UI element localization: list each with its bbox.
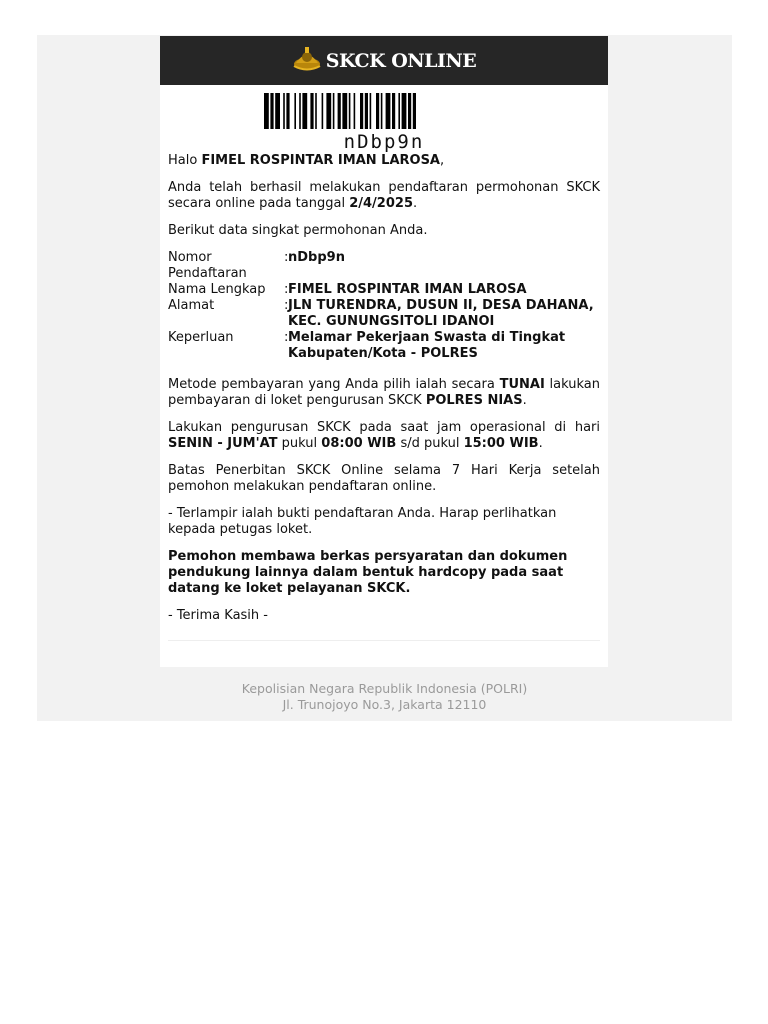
opening-time: 08:00 WIB (321, 436, 397, 451)
registration-date: 2/4/2025 (349, 196, 413, 211)
greeting-line (168, 153, 600, 169)
applicant-name: FIMEL ROSPINTAR IMAN LAROSA (201, 153, 440, 168)
detail-colon: : (284, 330, 289, 345)
barcode-block (160, 85, 608, 153)
detail-colon: : (284, 250, 289, 265)
hours-text-2: pukul (281, 436, 318, 451)
footer (37, 681, 732, 713)
email-card (160, 36, 608, 667)
operating-days: SENIN - JUM'AT (168, 436, 278, 451)
closing-time: 15:00 WIB (463, 436, 539, 451)
barcode-text: nDbp9n (343, 131, 425, 153)
payment-end: . (522, 393, 527, 408)
closing-thanks: - Terima Kasih - (168, 608, 268, 623)
barcode-image (264, 93, 504, 129)
detail-label: Alamat (168, 298, 215, 313)
hours-text: Lakukan pengurusan SKCK pada saat jam operasional di hari (168, 420, 600, 435)
brand-name: SKCK ONLINE (325, 49, 477, 72)
detail-value: nDbp9n (288, 250, 345, 265)
detail-row (168, 298, 600, 330)
footer-organization: Kepolisian Negara Republik Indonesia (POLRI) (241, 681, 528, 696)
detail-value: FIMEL ROSPINTAR IMAN LAROSA (288, 282, 527, 297)
detail-row (168, 282, 600, 298)
email-background (37, 35, 732, 721)
detail-label: Nomor Pendaftaran (168, 250, 247, 281)
attachment-note: - Terlampir ialah bukti pendaftaran Anda. Harap perlihatkan kepada petugas loket. (168, 506, 557, 537)
detail-label: Nama Lengkap (168, 282, 266, 297)
document-requirement: Pemohon membawa berkas persyaratan dan dokumen pendukung lainnya dalam bentuk hardcopy pada saat datang ke loket pelayanan SKCK. (168, 549, 568, 596)
summary-intro: Berikut data singkat permohonan Anda. (168, 223, 428, 238)
divider (168, 640, 600, 641)
brand-logo (292, 45, 477, 77)
application-details (168, 250, 600, 362)
hours-text-3: s/d pukul (400, 436, 460, 451)
payment-paragraph (168, 377, 600, 409)
detail-row (168, 250, 600, 282)
registration-text: Anda telah berhasil melakukan pendaftaran permohonan SKCK secara online pada tanggal (168, 180, 600, 211)
issuance-deadline: Batas Penerbitan SKCK Online selama 7 Hari Kerja setelah pemohon melakukan pendaftaran online. (168, 463, 600, 494)
payment-text: Metode pembayaran yang Anda pilih ialah secara (168, 377, 495, 392)
detail-value: Melamar Pekerjaan Swasta di Tingkat Kabupaten/Kota - POLRES (288, 330, 566, 361)
hours-end: . (538, 436, 543, 451)
greeting-word: Halo (168, 153, 198, 168)
registration-end: . (413, 196, 418, 211)
payment-text-2: lakukan pembayaran di loket pengurusan SKCK (168, 377, 600, 408)
detail-label: Keperluan (168, 330, 234, 345)
payment-office: POLRES NIAS (425, 393, 523, 408)
payment-method: TUNAI (499, 377, 545, 392)
detail-value: JLN TURENDRA, DUSUN II, DESA DAHANA, KEC. GUNUNGSITOLI IDANOI (288, 298, 594, 329)
footer-address: Jl. Trunojoyo No.3, Jakarta 12110 (282, 697, 487, 712)
hours-paragraph (168, 420, 600, 452)
detail-colon: : (284, 298, 289, 313)
detail-row (168, 330, 600, 362)
greeting-suffix: , (440, 153, 445, 168)
detail-colon: : (284, 282, 289, 297)
registration-paragraph (168, 180, 600, 212)
letter-body (160, 153, 608, 624)
police-emblem-icon (292, 45, 322, 77)
header-banner (160, 36, 608, 85)
